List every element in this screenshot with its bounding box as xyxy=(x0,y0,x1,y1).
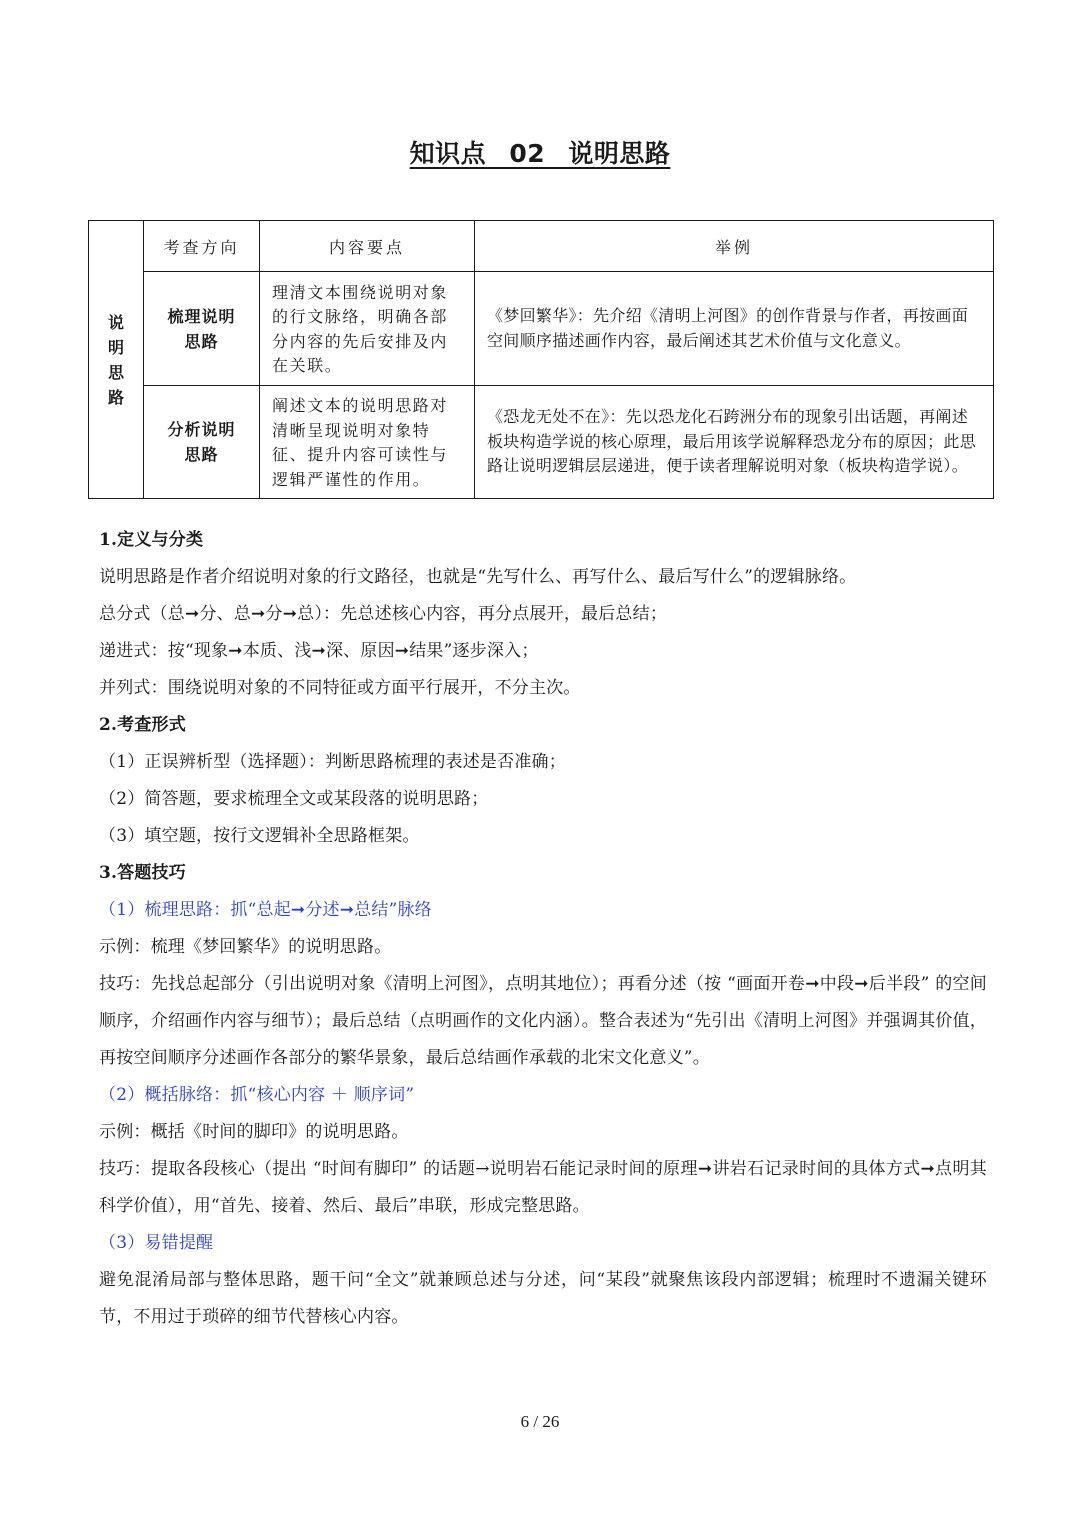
direction-line: 梳理说明 xyxy=(167,306,236,326)
table-row xyxy=(89,272,994,386)
row-content: 阐述文本的说明思路对清晰呈现说明对象特征、提升内容可读性与逻辑严谨性的作用。 xyxy=(260,386,475,499)
row-content: 理清文本围绕说明对象的行文脉络，明确各部分内容的先后安排及内在关联。 xyxy=(260,272,475,386)
body-text xyxy=(99,522,987,1336)
header-direction: 考查方向 xyxy=(144,221,260,272)
direction-line: 思路 xyxy=(184,445,219,464)
row-direction xyxy=(144,272,260,386)
paragraph: 说明思路是作者介绍说明对象的行文路径，也就是“先写什么、再写什么、最后写什么”的逻辑脉络。 xyxy=(99,567,857,587)
paragraph: 总分式（总➞分、总➞分➞总）：先总述核心内容，再分点展开，最后总结； xyxy=(99,604,668,624)
side-label-char: 说 xyxy=(107,312,124,332)
knowledge-table xyxy=(88,220,994,499)
section-heading: 3.答题技巧 xyxy=(99,863,186,883)
paragraph: （1）正误辨析型（选择题）：判断思路梳理的表述是否准确； xyxy=(99,752,566,772)
paragraph: （2）简答题，要求梳理全文或某段落的说明思路； xyxy=(99,789,489,809)
section-heading: 2.考查形式 xyxy=(99,715,186,735)
table-row xyxy=(89,386,994,499)
side-label xyxy=(89,221,144,499)
header-content: 内容要点 xyxy=(260,221,475,272)
row-example: 《梦回繁华》：先介绍《清明上河图》的创作背景与作者，再按画面空间顺序描述画作内容，最后阐述其艺术价值与文化意义。 xyxy=(475,272,994,386)
paragraph: 示例：概括《时间的脚印》的说明思路。 xyxy=(99,1122,409,1142)
paragraph: 并列式：围绕说明对象的不同特征或方面平行展开，不分主次。 xyxy=(99,678,581,698)
row-direction xyxy=(144,386,260,499)
page-number: 6 / 26 xyxy=(520,1412,560,1431)
direction-line: 分析说明 xyxy=(167,420,236,439)
row-example: 《恐龙无处不在》：先以恐龙化石跨洲分布的现象引出话题，再阐述板块构造学说的核心原理，最后用该学说解释恐龙分布的原因；此思路让说明逻辑层层递进，便于读者理解说明对象（板块构造学说）。 xyxy=(475,386,994,499)
paragraph: 避免混淆局部与整体思路，题干问“全文”就兼顾总述与分述，问“某段”就聚焦该段内部逻辑；梳理时不遗漏关键环节，不用过于琐碎的细节代替核心内容。 xyxy=(99,1270,987,1327)
section-heading: 1.定义与分类 xyxy=(99,530,204,550)
page-title: 知识点 02 说明思路 xyxy=(409,139,671,168)
paragraph: 技巧：先找总起部分（引出说明对象《清明上河图》，点明其地位）；再看分述（按 “画面开卷➞中段➞后半段” 的空间顺序，介绍画作内容与细节）；最后总结（点明画作的文化内涵）。整合表述为“先引出《清明上河图》并强调其价值，再按空间顺序分述画作各部分的繁华景象，最后总结画作承载的北宋文化意义”。 xyxy=(99,974,987,1068)
paragraph: （3）填空题，按行文逻辑补全思路框架。 xyxy=(99,826,420,846)
subheading: （1）梳理思路：抓“总起➞分述➞总结”脉络 xyxy=(99,900,432,920)
table-header-row xyxy=(89,221,994,272)
paragraph: 示例：梳理《梦回繁华》的说明思路。 xyxy=(99,937,392,957)
subheading: （3）易错提醒 xyxy=(99,1233,214,1253)
subheading: （2）概括脉络：抓“核心内容 ＋ 顺序词” xyxy=(99,1085,415,1105)
paragraph: 技巧：提取各段核心（提出 “时间有脚印” 的话题→说明岩石能记录时间的原理➞讲岩石记录时间的具体方式➞点明其科学价值），用“首先、接着、然后、最后”串联，形成完整思路。 xyxy=(99,1159,987,1216)
side-label-char: 思 xyxy=(107,362,124,382)
header-example: 举例 xyxy=(475,221,994,272)
side-label-char: 路 xyxy=(107,387,124,407)
paragraph: 递进式：按“现象➞本质、浅➞深、原因➞结果”逐步深入； xyxy=(99,641,539,661)
side-label-char: 明 xyxy=(107,337,124,357)
direction-line: 思路 xyxy=(184,331,219,351)
